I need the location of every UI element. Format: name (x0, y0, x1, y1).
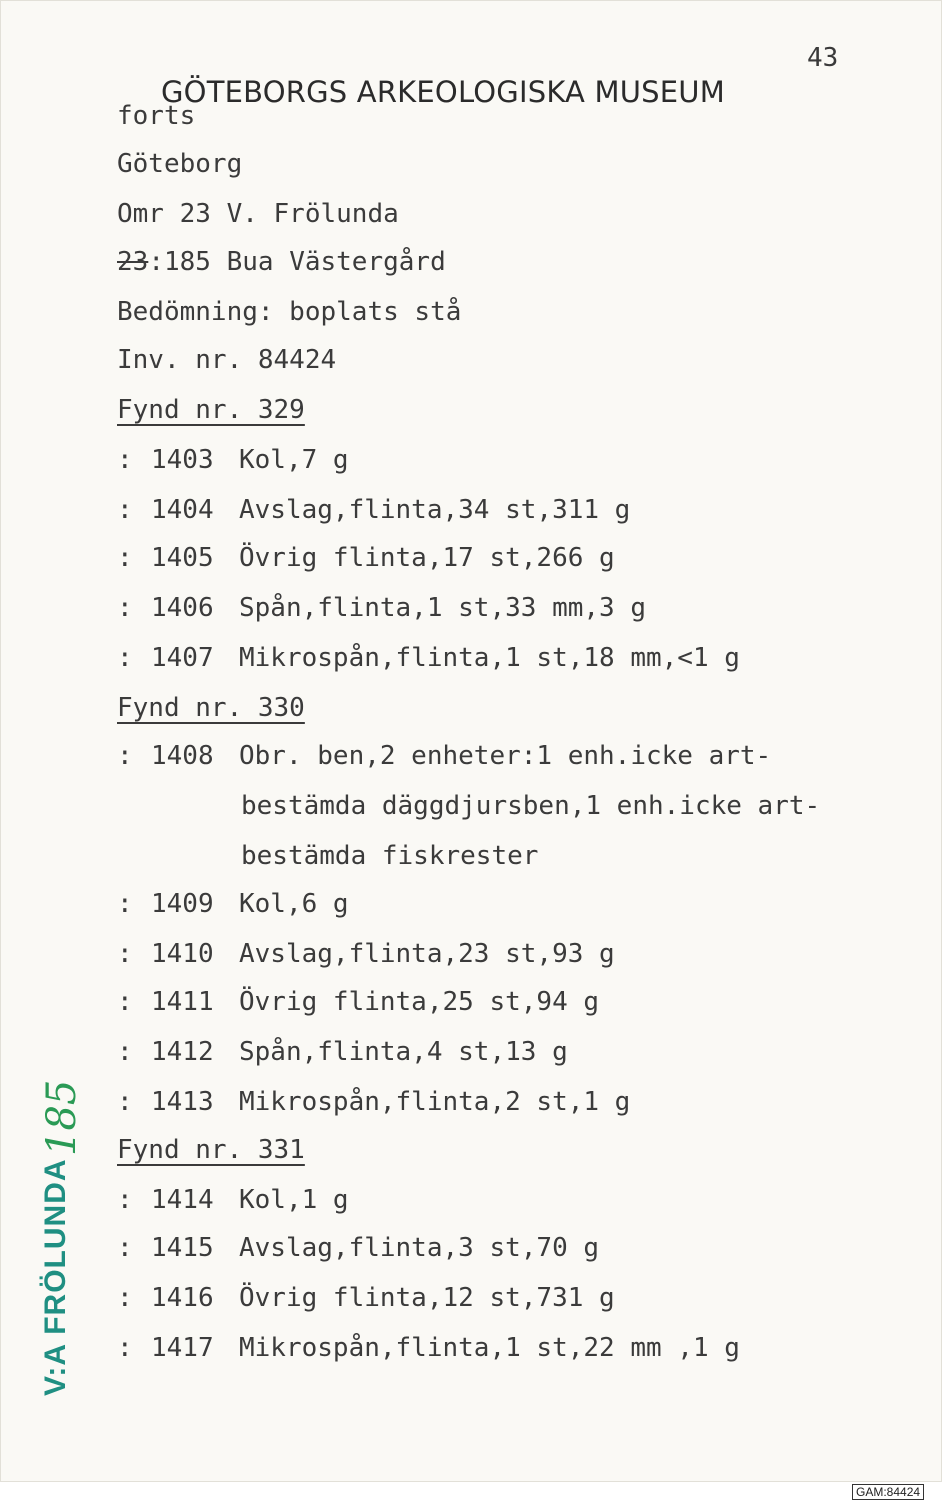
archive-id-label: GAM:84424 (852, 1484, 924, 1500)
find-group-title: Fynd nr. 331 (117, 1135, 305, 1165)
find-item: : 1407 Mikrospån,flinta,1 st,18 mm,<1 g (117, 643, 740, 673)
page-number: 43 (807, 43, 839, 73)
find-item: : 1403 Kol,7 g (117, 445, 349, 475)
find-item: : 1416 Övrig flinta,12 st,731 g (117, 1283, 615, 1313)
find-group-title: Fynd nr. 329 (117, 395, 305, 425)
find-item-continuation: bestämda däggdjursben,1 enh.icke art- (241, 791, 821, 821)
side-stamp: V:A FRÖLUNDA (39, 1158, 72, 1396)
site-text: :185 Bua Västergård (148, 247, 446, 277)
find-item: : 1410 Avslag,flinta,23 st,93 g (117, 939, 615, 969)
find-item-continuation: bestämda fiskrester (241, 841, 539, 871)
find-item: : 1409 Kol,6 g (117, 889, 349, 919)
find-item: : 1406 Spån,flinta,1 st,33 mm,3 g (117, 593, 646, 623)
find-item: : 1412 Spån,flinta,4 st,13 g (117, 1037, 568, 1067)
side-handwritten-number: 185 (39, 1079, 85, 1156)
find-group-title: Fynd nr. 330 (117, 693, 305, 723)
site-struck-number: 23 (117, 247, 149, 277)
find-item: : 1417 Mikrospån,flinta,1 st,22 mm ,1 g (117, 1333, 740, 1363)
find-item: : 1413 Mikrospån,flinta,2 st,1 g (117, 1087, 631, 1117)
forts-label: forts (117, 101, 196, 131)
assessment-line: Bedömning: boplats stå (117, 297, 462, 327)
find-item: : 1415 Avslag,flinta,3 st,70 g (117, 1233, 600, 1263)
site-line (117, 247, 446, 277)
find-item: : 1411 Övrig flinta,25 st,94 g (117, 987, 600, 1017)
inventory-line: Inv. nr. 84424 (117, 345, 337, 375)
find-item: : 1405 Övrig flinta,17 st,266 g (117, 543, 615, 573)
find-item: : 1414 Kol,1 g (117, 1185, 349, 1215)
museum-header: GÖTEBORGS ARKEOLOGISKA MUSEUM (161, 75, 725, 109)
find-item: : 1408 Obr. ben,2 enheter:1 enh.icke art- (117, 741, 772, 771)
city-line: Göteborg (117, 149, 243, 179)
find-item: : 1404 Avslag,flinta,34 st,311 g (117, 495, 631, 525)
district-line: Omr 23 V. Frölunda (117, 199, 399, 229)
